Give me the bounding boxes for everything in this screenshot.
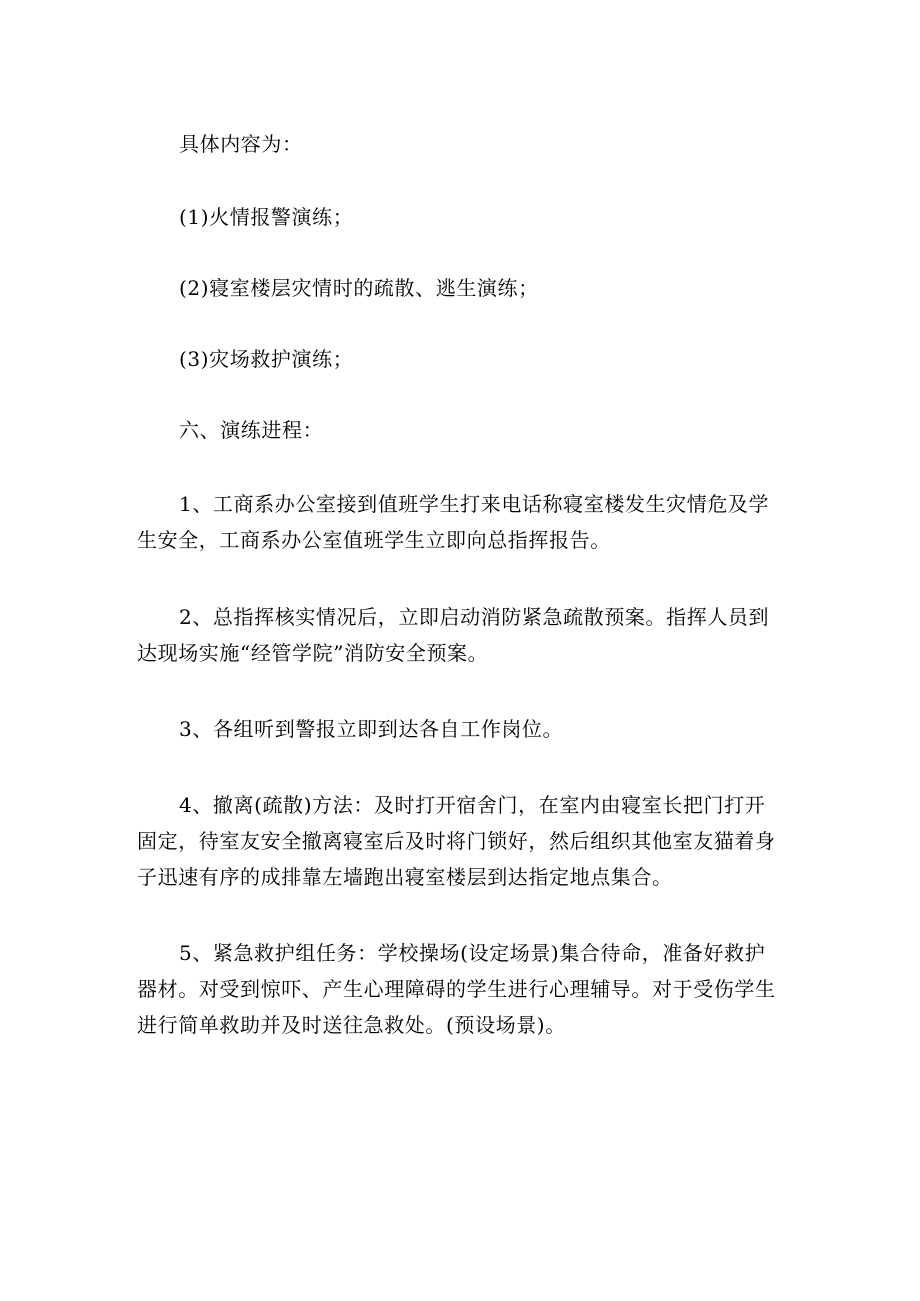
section-heading-drill-process: 六、演练进程： (179, 418, 324, 442)
process-step-3: 3、各组听到警报立即到达各自工作岗位。 (179, 717, 564, 741)
list-item-evacuation-drill: (2)寝室楼层灾情时的疏散、逃生演练； (179, 276, 539, 300)
process-step-5: 5、紧急救护组任务：学校操场(设定场景)集合待命，准备好救护器材。对受到惊吓、产生心理障碍的学生进行心理辅导。对于受伤学生进行简单救助并及时送往急救处。(预设场景)。 (137, 941, 776, 1037)
list-item-fire-alarm-drill: (1)火情报警演练； (179, 205, 354, 229)
intro-line: 具体内容为： (179, 132, 303, 156)
document-body (137, 126, 777, 1043)
process-step-2: 2、总指挥核实情况后，立即启动消防紧急疏散预案。指挥人员到达现场实施“经管学院”消防安全预案。 (137, 605, 770, 665)
list-item-rescue-drill: (3)灾场救护演练； (179, 347, 354, 371)
process-step-4: 4、撤离(疏散)方法：及时打开宿舍门，在室内由寝室长把门打开固定，待室友安全撤离寝室后及时将门锁好，然后组织其他室友猫着身子迅速有序的成排靠左墙跑出寝室楼层到达指定地点集合。 (137, 793, 776, 889)
process-step-1: 1、工商系办公室接到值班学生打来电话称寝室楼发生灾情危及学生安全，工商系办公室值班学生立即向总指挥报告。 (137, 492, 770, 552)
